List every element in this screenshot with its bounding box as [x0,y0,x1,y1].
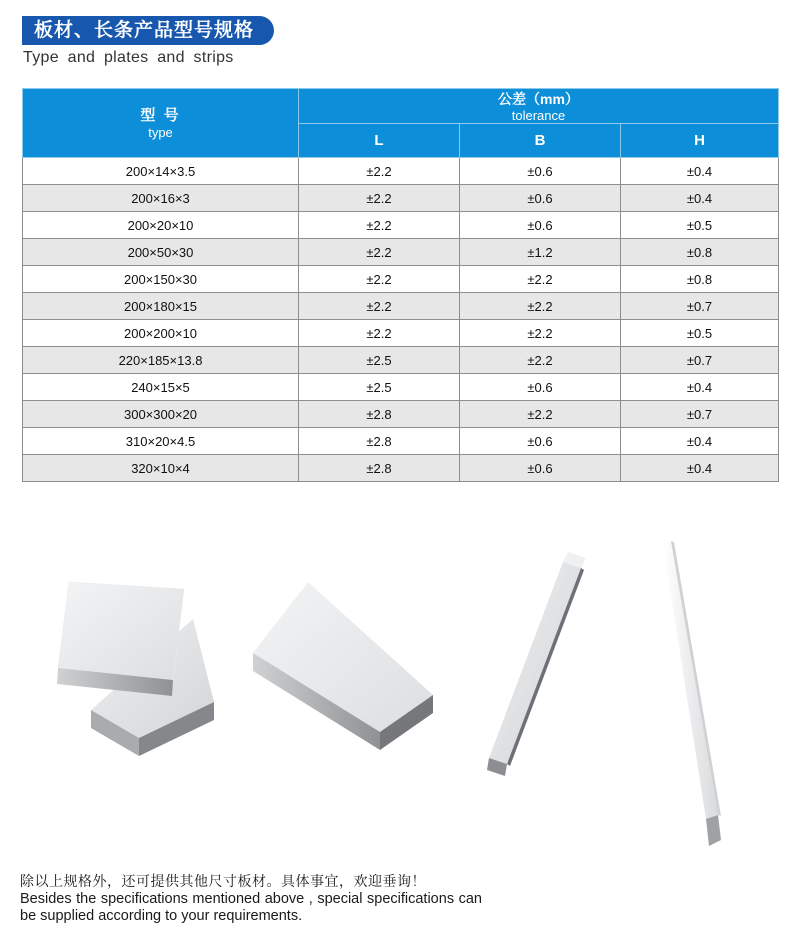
tol-h-cell: ±0.5 [621,320,779,347]
spec-table [22,88,779,482]
table-row [23,320,779,347]
tol-h-cell: ±0.4 [621,428,779,455]
col-header-h: H [621,124,779,158]
page-subtitle: Type and plates and strips [23,49,234,66]
tol-l-cell: ±2.2 [299,293,460,320]
tol-b-cell: ±0.6 [460,212,621,239]
tol-l-cell: ±2.2 [299,266,460,293]
tol-l-cell: ±2.8 [299,455,460,482]
table-row [23,428,779,455]
model-cell: 310×20×4.5 [23,428,299,455]
tolerance-column-header [299,89,779,124]
type-column-header-en: type [148,124,173,140]
square-bar-photo [487,552,586,776]
model-cell: 320×10×4 [23,455,299,482]
tol-l-cell: ±2.5 [299,374,460,401]
thin-strip-photo [663,541,721,846]
table-row [23,374,779,401]
tol-b-cell: ±0.6 [460,185,621,212]
model-cell: 200×200×10 [23,320,299,347]
footer-note-zh: 除以上规格外，还可提供其他尺寸板材。具体事宜，欢迎垂询！ [20,873,426,889]
model-cell: 200×180×15 [23,293,299,320]
model-cell: 300×300×20 [23,401,299,428]
table-row [23,401,779,428]
model-cell: 200×14×3.5 [23,158,299,185]
tol-b-cell: ±0.6 [460,374,621,401]
tolerance-header-zh: 公差（mm） [498,90,579,107]
tol-b-cell: ±2.2 [460,347,621,374]
tol-h-cell: ±0.7 [621,401,779,428]
page-title: 板材、长条产品型号规格 [34,20,255,41]
tol-b-cell: ±2.2 [460,320,621,347]
model-cell: 200×150×30 [23,266,299,293]
tol-h-cell: ±0.4 [621,374,779,401]
product-photos [0,520,800,870]
type-column-header-zh: 型 号 [140,106,181,124]
flat-plate-photo [253,582,433,750]
page-title-badge [22,16,274,45]
tol-b-cell: ±0.6 [460,158,621,185]
tol-l-cell: ±2.8 [299,428,460,455]
table-row [23,266,779,293]
footer-note-en: Besides the specifications mentioned above , special specifications can be supplied according to your requirements. [20,891,482,924]
stacked-plates-photo [57,582,214,756]
tol-h-cell: ±0.4 [621,185,779,212]
table-row [23,293,779,320]
tol-b-cell: ±0.6 [460,428,621,455]
footer-notes [20,872,482,925]
tol-l-cell: ±2.2 [299,158,460,185]
tol-h-cell: ±0.7 [621,347,779,374]
tolerance-header-en: tolerance [511,107,566,123]
tol-l-cell: ±2.5 [299,347,460,374]
table-row [23,212,779,239]
tol-b-cell: ±1.2 [460,239,621,266]
tol-h-cell: ±0.8 [621,239,779,266]
tol-b-cell: ±0.6 [460,455,621,482]
tol-h-cell: ±0.7 [621,293,779,320]
col-header-l: L [299,124,460,158]
model-cell: 240×15×5 [23,374,299,401]
tol-b-cell: ±2.2 [460,266,621,293]
model-cell: 200×50×30 [23,239,299,266]
model-cell: 220×185×13.8 [23,347,299,374]
type-column-header [23,89,299,158]
table-row [23,158,779,185]
tol-l-cell: ±2.2 [299,320,460,347]
table-row [23,239,779,266]
tol-b-cell: ±2.2 [460,401,621,428]
table-row [23,347,779,374]
col-header-b: B [460,124,621,158]
tol-h-cell: ±0.5 [621,212,779,239]
model-cell: 200×16×3 [23,185,299,212]
table-row [23,185,779,212]
tol-l-cell: ±2.8 [299,401,460,428]
tol-l-cell: ±2.2 [299,212,460,239]
tol-h-cell: ±0.4 [621,158,779,185]
tol-h-cell: ±0.4 [621,455,779,482]
tol-l-cell: ±2.2 [299,185,460,212]
tol-b-cell: ±2.2 [460,293,621,320]
model-cell: 200×20×10 [23,212,299,239]
table-row [23,455,779,482]
tol-h-cell: ±0.8 [621,266,779,293]
tol-l-cell: ±2.2 [299,239,460,266]
